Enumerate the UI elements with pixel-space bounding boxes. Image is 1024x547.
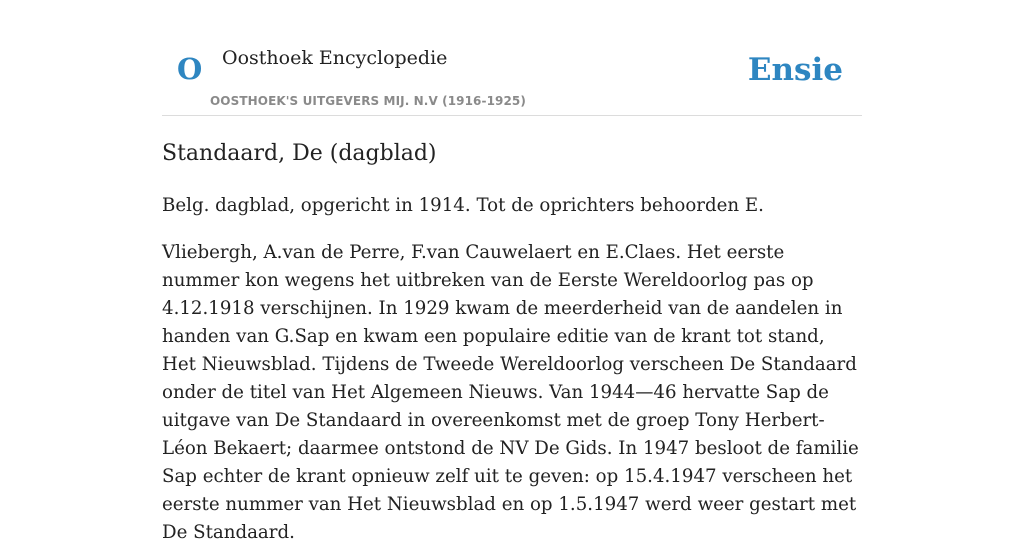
book-title-link[interactable]: Oosthoek Encyclopedie <box>222 47 448 69</box>
article-paragraph: Belg. dagblad, opgericht in 1914. Tot de oprichters behoorden E. <box>162 195 764 216</box>
page <box>162 0 862 543</box>
book-subtitle: OOSTHOEK'S UITGEVERS MIJ. N.V (1916-1925) <box>210 94 526 108</box>
book-logo-icon[interactable]: O <box>177 52 203 86</box>
page-header <box>162 0 862 116</box>
article-paragraph: Vliebergh, A.van de Perre, F.van Cauwelaert en E.Claes. Het eerste nummer kon wegens het uitbreken van de Eerste Wereldoorlog pas op 4.12.1918 verschijnen. In 1929 kwam de meerderheid van de aandelen in handen van G.Sap en kwam een populaire editie van de krant tot stand, Het Nieuwsblad. Tijdens de Tweede Wereldoorlog verscheen De Standaard onder de titel van Het Algemeen Nieuws. Van 1944—46 hervatte Sap de uitgave van De Standaard in overeenkomst met de groep Tony Herbert-Léon Bekaert; daarmee ontstond de NV De Gids. In 1947 besloot de familie Sap echter de krant opnieuw zelf uit te geven: op 15.4.1947 verscheen het eerste nummer van Het Nieuwsblad en op 1.5.1947 werd weer gestart met De Standaard. <box>162 242 859 543</box>
article-title: Standaard, De (dagblad) <box>162 141 437 166</box>
ensie-logo-link[interactable]: Ensie <box>747 52 843 88</box>
